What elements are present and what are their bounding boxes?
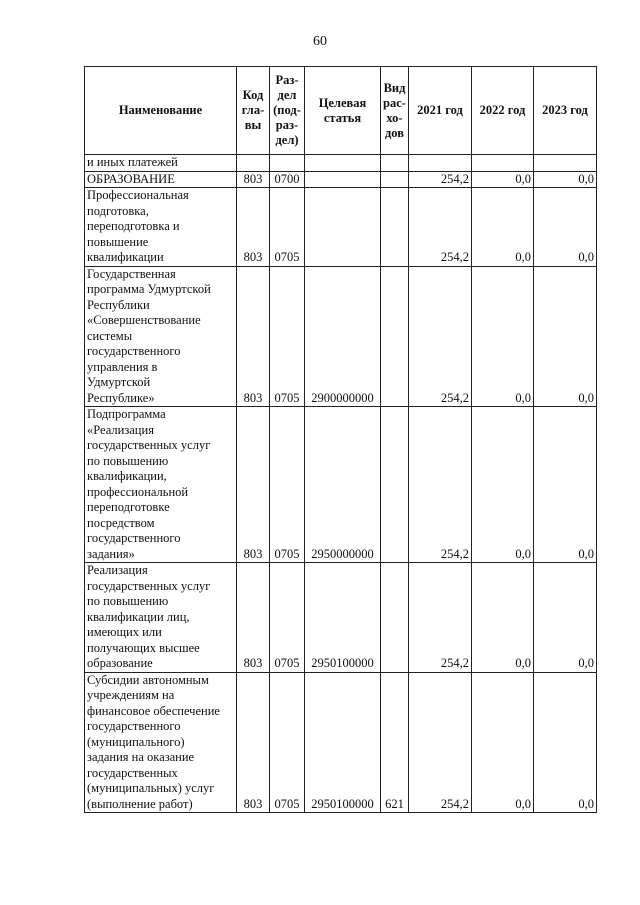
cell-celevaya: 2950100000: [305, 563, 381, 673]
header-line: гла-: [241, 103, 265, 117]
cell-name: [85, 188, 237, 267]
cell-kod: 803: [237, 563, 270, 673]
header-line: Вид: [383, 80, 406, 95]
name-line: ОБРАЗОВАНИЕ: [87, 171, 175, 186]
cell-celevaya: 2950000000: [305, 407, 381, 563]
name-line: квалификации,: [87, 469, 167, 483]
cell-razdel: 0705: [270, 563, 305, 673]
header-line: Код: [242, 88, 264, 102]
header-line: Целевая: [318, 95, 367, 110]
name-line: получающих высшее: [87, 640, 200, 655]
cell-2023: 0,0: [534, 672, 597, 813]
name-line: системы: [87, 328, 133, 343]
cell-kod: 803: [237, 407, 270, 563]
table-row: [85, 407, 597, 563]
header-line: дов: [384, 125, 404, 140]
cell-2021: 254,2: [409, 171, 472, 188]
header-vid: [381, 67, 409, 155]
name-line: профессиональной: [87, 484, 189, 499]
cell-2021: 254,2: [409, 563, 472, 673]
cell-2021: 254,2: [409, 407, 472, 563]
cell-celevaya: 2950100000: [305, 672, 381, 813]
table-row: [85, 171, 597, 188]
name-line: (муниципальных) услуг: [87, 781, 215, 795]
cell-celevaya: [305, 188, 381, 267]
header-line: Раз-: [275, 73, 299, 87]
cell-2023: 0,0: [534, 266, 597, 407]
cell-vid: 621: [381, 672, 409, 813]
name-line: государственного: [87, 531, 181, 545]
name-line: государственного: [87, 719, 181, 733]
name-line: квалификации лиц,: [87, 609, 190, 624]
cell-2022: 0,0: [472, 563, 534, 673]
header-line: вы: [244, 118, 262, 132]
cell-vid: [381, 266, 409, 407]
cell-2022: 0,0: [472, 171, 534, 188]
name-line: по повышению: [87, 594, 169, 608]
cell-2023: [534, 155, 597, 172]
header-kod: [237, 67, 270, 155]
name-line: государственных услуг: [87, 438, 211, 452]
name-line: задания на оказание: [87, 750, 195, 764]
name-line: Республике»: [87, 390, 155, 405]
cell-celevaya: 2900000000: [305, 266, 381, 407]
cell-kod: 803: [237, 171, 270, 188]
name-line: Подпрограмма: [87, 407, 166, 421]
cell-kod: [237, 155, 270, 172]
cell-razdel: 0705: [270, 672, 305, 813]
cell-2023: 0,0: [534, 407, 597, 563]
cell-2022: 0,0: [472, 407, 534, 563]
name-line: Профессиональная: [87, 188, 189, 202]
cell-razdel: 0705: [270, 407, 305, 563]
cell-kod: 803: [237, 266, 270, 407]
name-line: Республики: [87, 297, 150, 312]
name-line: государственных услуг: [87, 578, 211, 593]
cell-vid: [381, 171, 409, 188]
name-line: государственного: [87, 344, 181, 358]
cell-name: [85, 155, 237, 172]
cell-name: [85, 266, 237, 407]
cell-2022: 0,0: [472, 188, 534, 267]
name-line: государственных: [87, 765, 178, 780]
name-line: Удмуртской: [87, 375, 151, 389]
cell-2022: 0,0: [472, 672, 534, 813]
name-line: переподготовке: [87, 500, 170, 514]
cell-2021: [409, 155, 472, 172]
cell-kod: 803: [237, 672, 270, 813]
table-row: [85, 672, 597, 813]
name-line: Реализация: [87, 563, 148, 577]
cell-celevaya: [305, 171, 381, 188]
header-razdel: [270, 67, 305, 155]
name-line: по повышению: [87, 453, 169, 468]
name-line: задания»: [87, 546, 135, 561]
name-line: финансовое обеспечение: [87, 703, 220, 718]
name-line: посредством: [87, 515, 155, 530]
header-name: Наименование: [85, 67, 237, 155]
header-celevaya: [305, 67, 381, 155]
header-line: (под-: [273, 103, 301, 117]
cell-2021: 254,2: [409, 188, 472, 267]
table-row: [85, 266, 597, 407]
cell-2021: 254,2: [409, 266, 472, 407]
name-line: повышение: [87, 234, 149, 249]
cell-name: [85, 672, 237, 813]
cell-razdel: 0700: [270, 171, 305, 188]
table-row: [85, 563, 597, 673]
cell-2023: 0,0: [534, 171, 597, 188]
cell-kod: 803: [237, 188, 270, 267]
name-line: квалификации: [87, 250, 164, 264]
header-line: статья: [323, 110, 362, 125]
name-line: подготовка,: [87, 203, 149, 218]
table-row: [85, 188, 597, 267]
name-line: учреждениям на: [87, 688, 175, 702]
table-header-row: [85, 67, 597, 155]
name-line: имеющих или: [87, 625, 162, 639]
header-2023: 2023 год: [534, 67, 597, 155]
name-line: «Реализация: [87, 422, 154, 437]
name-line: Государственная: [87, 266, 176, 281]
header-line: дел): [275, 133, 299, 147]
name-line: переподготовка и: [87, 219, 180, 233]
name-line: (выполнение работ): [87, 796, 193, 811]
cell-vid: [381, 563, 409, 673]
cell-celevaya: [305, 155, 381, 172]
header-2021: 2021 год: [409, 67, 472, 155]
name-line: управления в: [87, 359, 158, 374]
cell-razdel: [270, 155, 305, 172]
header-line: рас-: [383, 95, 406, 110]
cell-vid: [381, 155, 409, 172]
header-line: дел: [277, 88, 297, 102]
name-line: Субсидии автономным: [87, 672, 209, 687]
cell-razdel: 0705: [270, 266, 305, 407]
table-body: [85, 155, 597, 813]
header-line: хо-: [386, 110, 403, 125]
cell-2022: [472, 155, 534, 172]
name-line: и иных платежей: [87, 155, 178, 169]
name-line: (муниципального): [87, 734, 185, 749]
name-line: образование: [87, 656, 153, 670]
name-line: «Совершенствование: [87, 313, 201, 327]
header-2022: 2022 год: [472, 67, 534, 155]
cell-razdel: 0705: [270, 188, 305, 267]
cell-vid: [381, 188, 409, 267]
cell-2023: 0,0: [534, 563, 597, 673]
budget-table: [84, 66, 597, 813]
cell-name: [85, 171, 237, 188]
cell-vid: [381, 407, 409, 563]
cell-name: [85, 563, 237, 673]
cell-2023: 0,0: [534, 188, 597, 267]
name-line: программа Удмуртской: [87, 282, 211, 296]
cell-2021: 254,2: [409, 672, 472, 813]
table-row: [85, 155, 597, 172]
header-line: раз-: [275, 118, 299, 132]
page-number: 60: [313, 34, 327, 49]
cell-2022: 0,0: [472, 266, 534, 407]
cell-name: [85, 407, 237, 563]
